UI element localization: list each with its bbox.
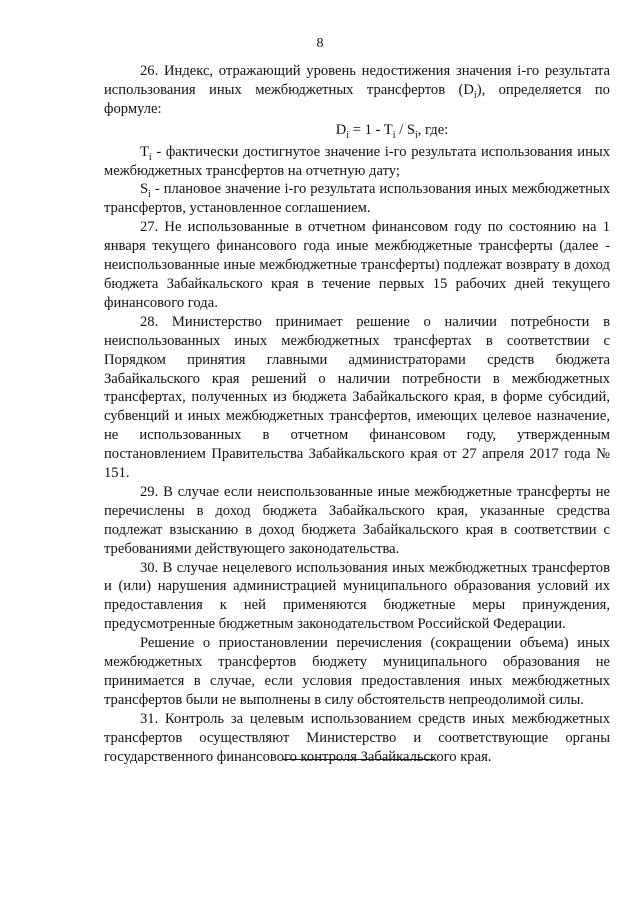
definition-s-symbol: S [140,181,149,198]
page-number: 8 [316,36,324,51]
paragraph-26-tail: ), определяется по формуле: [104,81,610,117]
formula-where: , где: [417,121,449,138]
paragraph-28: 28. Министерство принимает решение о наличии потребности в неиспользованных иных межбюджетных трансфертах в соответствии с Порядком принятия главными администраторами средств бюджета Забайкальского края решений о наличии потребности в межбюджетных трансфертах, полученных из бюджета Забайкальского края, в форме субсидий, субвенций и иных межбюджетных трансфертов, имеющих целевое назначение, не использованных в отчетном финансовом году, утвержденным постановлением Правительства Забайкальского края от 27 апреля 2017 года № 151. [104,313,610,482]
definition-s-subscript: i [148,189,151,201]
paragraph-26-text: 26. Индекс, отражающий уровень недостижения значения i-го результата использования иных межбюджетных трансфертов (D [104,63,610,98]
definition-t [104,143,610,181]
paragraph-27: 27. Не использованные в отчетном финансовом году по состоянию на 1 января текущего финансового года иные межбюджетные трансферты (далее - неиспользованные иные межбюджетные трансферты) подлежат возврату в доход бюджета Забайкальского края в течение первых 15 рабочих дней текущего финансового года. [104,219,610,311]
paragraph-26-subscript: i [473,89,477,101]
definition-s-text: - плановое значение i-го результата использования иных межбюджетных трансфертов, установленное соглашением. [104,181,610,217]
formula-d-subscript: i [346,129,350,141]
formula-t-subscript: i [392,129,396,141]
paragraph-29: 29. В случае если неиспользованные иные межбюджетные трансферты не перечислены в доход бюджета Забайкальского края, указанные средства подлежат взысканию в доход бюджета Забайкальского края в соответствии с требованиями действующего законодательства. [104,483,610,557]
definition-t-text: - фактически достигнутое значение i-го результата использования иных межбюджетных трансфертов на отчетную дату; [104,143,610,179]
formula [104,121,610,140]
paragraph-30-decision: Решение о приостановлении перечисления (сокращении объема) иных межбюджетных трансфертов бюджету муниципального образования не принимается в случае, если условия предоставления иных межбюджетных трансфертов были не выполнены в силу обстоятельств непреодолимой силы. [104,635,610,708]
formula-s: / S [395,121,415,138]
document-body [104,62,610,767]
formula-t: = 1 - T [349,121,393,138]
definition-t-symbol: T [140,143,149,160]
definition-t-subscript: i [148,151,152,163]
paragraph-30: 30. В случае нецелевого использования иных межбюджетных трансфертов и (или) нарушения администрацией муниципального образования условий их предоставления к ней применяются бюджетные меры принуждения, предусмотренные бюджетным законодательством Российской Федерации. [104,559,610,633]
paragraph-26 [104,62,610,119]
definition-s [104,180,610,218]
closing-divider [282,759,434,760]
formula-d: D [335,121,347,138]
formula-s-subscript: i [414,129,418,141]
paragraph-31: 31. Контроль за целевым использованием средств иных межбюджетных трансфертов осуществляют Министерство и соответствующие органы государственного финансового контроля Забайкальского края. [104,710,610,765]
